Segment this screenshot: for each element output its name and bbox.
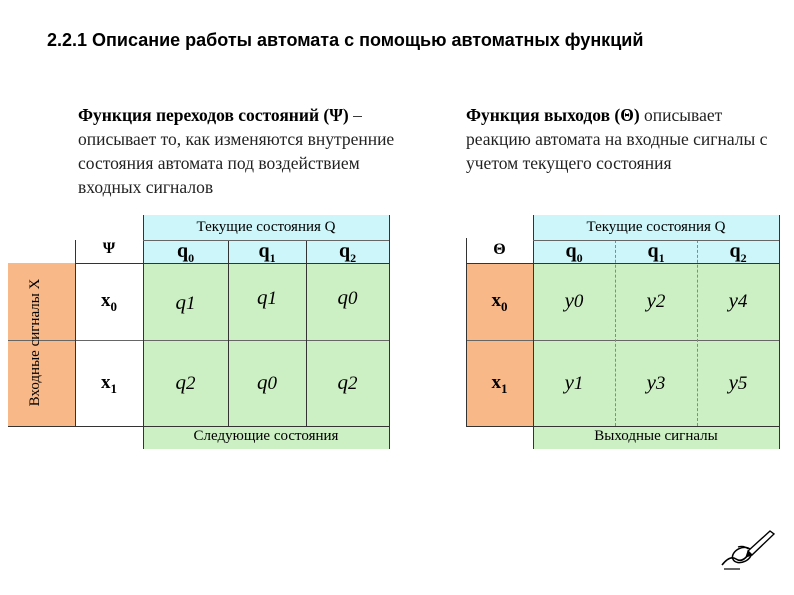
transition-footer: Следующие состояния (193, 428, 339, 444)
transition-row-header: $x_0$ (101, 290, 117, 314)
output-col-header: $q_0$ (565, 240, 583, 265)
transition-side-label: Входные сигналы X (27, 278, 43, 407)
output-top-header: Текущие состояния Q (586, 219, 726, 235)
transition-cell: q1 (257, 285, 277, 309)
transition-cell: q1 (175, 290, 196, 314)
output-cell: y0 (564, 288, 584, 312)
transition-top-header: Текущие состояния Q (196, 219, 336, 235)
output-row-header-bg (466, 263, 533, 426)
transition-cell: q0 (337, 285, 358, 309)
transition-col-header: $q_1$ (258, 240, 276, 265)
output-cell: y3 (646, 370, 666, 394)
transition-cell: q2 (175, 370, 196, 394)
transition-cell: q2 (337, 370, 358, 394)
output-cell: y2 (646, 288, 666, 312)
output-row-header: $x_1$ (491, 372, 508, 396)
output-col-header: $q_2$ (729, 240, 747, 265)
transition-col-header: $q_2$ (338, 240, 357, 265)
transition-function-term: Функция переходов состояний (Ψ) (78, 105, 349, 125)
output-corner-theta: Θ (493, 241, 506, 258)
transition-corner-psi: Ψ (102, 240, 116, 257)
slide-title: 2.2.1 Описание работы автомата с помощью автоматных функций (47, 30, 644, 50)
output-col-header: $q_1$ (647, 240, 665, 265)
output-cell: y1 (564, 370, 584, 394)
output-cell: y4 (728, 288, 748, 312)
output-footer: Выходные сигналы (594, 428, 718, 444)
output-row-header: $x_0$ (491, 290, 508, 314)
output-function-text: описывает реакцию автомата на входные сигналы с учетом текущего состояния (466, 105, 768, 173)
transition-function-text: – описывает то, как изменяются внутренние состояния автомата под воздействием входных сигналов (78, 105, 395, 197)
transition-col-header: $q_0$ (176, 240, 195, 265)
pen-writing-icon (718, 525, 778, 571)
transition-row-header: $x_1$ (101, 372, 117, 396)
transition-cell: q0 (257, 370, 277, 394)
output-function-term: Функция выходов (Θ) (466, 105, 640, 125)
output-cell: y5 (728, 370, 748, 394)
